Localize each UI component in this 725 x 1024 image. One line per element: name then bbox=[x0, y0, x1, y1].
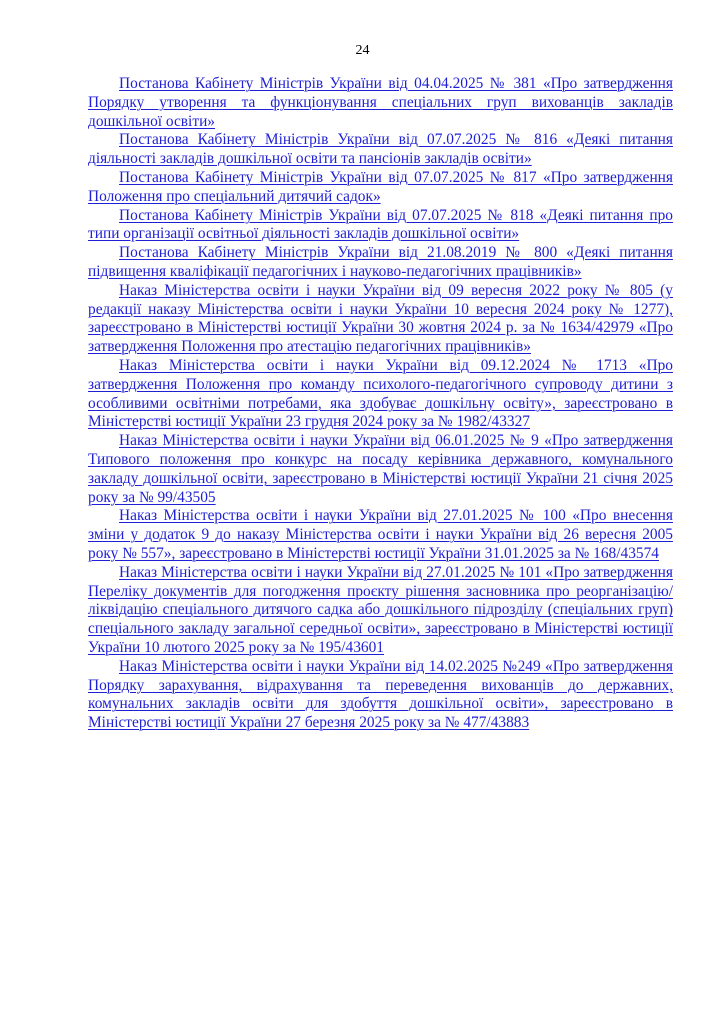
list-item bbox=[88, 131, 673, 169]
list-item bbox=[88, 357, 673, 432]
list-item bbox=[88, 244, 673, 282]
document-link[interactable]: Постанова Кабінету Міністрів України від 21.08.2019 № 800 «Деякі питання підвищення кваліфікації педагогічних і науково-педагогічних працівників» bbox=[88, 244, 673, 280]
document-link[interactable]: Наказ Міністерства освіти і науки України від 14.02.2025 №249 «Про затвердження Порядку зарахування, відрахування та переведення вихованців до державних, комунальних закладів освіти для здобуття дошкільної освіти», зареєстровано в Міністерстві юстиції України 27 березня 2025 року за № 477/43883 bbox=[88, 657, 673, 732]
page-number: 24 bbox=[355, 43, 370, 58]
document-link[interactable]: Постанова Кабінету Міністрів України від 07.07.2025 № 818 «Деякі питання про типи організації освітньої діяльності закладів дошкільної освіти» bbox=[88, 206, 673, 243]
list-item bbox=[88, 207, 673, 245]
document-link[interactable]: Наказ Міністерства освіти і науки України від 06.01.2025 № 9 «Про затвердження Типового положення про конкурс на посаду керівника державного, комунального закладу дошкільної освіти, зареєстровано в Міністерстві юстиції України 21 січня 2025 року за № 99/43505 bbox=[88, 432, 673, 506]
document-link[interactable]: Наказ Міністерства освіти і науки України від 09 вересня 2022 року № 805 (у редакції наказу Міністерства освіти і науки України 10 вересня 2024 року № 1277), зареєстровано в Міністерстві юстиції України 30 жовтня 2024 р. за № 1634/42979 «Про затвердження Положення про атестацію педагогічних працівників» bbox=[88, 281, 673, 356]
document-body bbox=[88, 75, 673, 733]
list-item bbox=[88, 432, 673, 507]
list-item bbox=[88, 507, 673, 563]
document-link[interactable]: Наказ Міністерства освіти і науки України від 27.01.2025 № 101 «Про затвердження Переліку документів для погодження проєкту рішення засновника про реорганізацію/ліквідацію спеціального дитячого садка або дошкільного підрозділу (спеціальних груп) спеціального закладу загальної середньої освіти», зареєстровано в Міністерстві юстиції України 10 лютого 2025 року за № 195/43601 bbox=[88, 563, 673, 656]
list-item bbox=[88, 75, 673, 131]
document-link[interactable]: Наказ Міністерства освіти і науки України від 09.12.2024 № 1713 «Про затвердження Положення про команду психолого-педагогічного супроводу дитини з особливими освітніми потребами, яка здобуває дошкільну освіту», зареєстровано в Міністерстві юстиції України 23 грудня 2024 року за № 1982/43327 bbox=[88, 356, 673, 431]
document-link[interactable]: Постанова Кабінету Міністрів України від 07.07.2025 № 817 «Про затвердження Положення про спеціальний дитячий садок» bbox=[88, 168, 673, 205]
list-item bbox=[88, 169, 673, 207]
list-item bbox=[88, 564, 673, 658]
list-item bbox=[88, 658, 673, 733]
document-link[interactable]: Наказ Міністерства освіти і науки України від 27.01.2025 № 100 «Про внесення зміни у додаток 9 до наказу Міністерства освіти і науки України від 26 вересня 2005 року № 557», зареєстровано в Міністерстві юстиції України 31.01.2025 за № 168/43574 bbox=[88, 507, 673, 562]
document-link[interactable]: Постанова Кабінету Міністрів України від 04.04.2025 № 381 «Про затвердження Порядку утворення та функціонування спеціальних груп вихованців закладів дошкільної освіти» bbox=[88, 75, 673, 130]
document-link[interactable]: Постанова Кабінету Міністрів України від 07.07.2025 № 816 «Деякі питання діяльності закладів дошкільної освіти та пансіонів закладів освіти» bbox=[88, 131, 673, 168]
list-item bbox=[88, 282, 673, 357]
